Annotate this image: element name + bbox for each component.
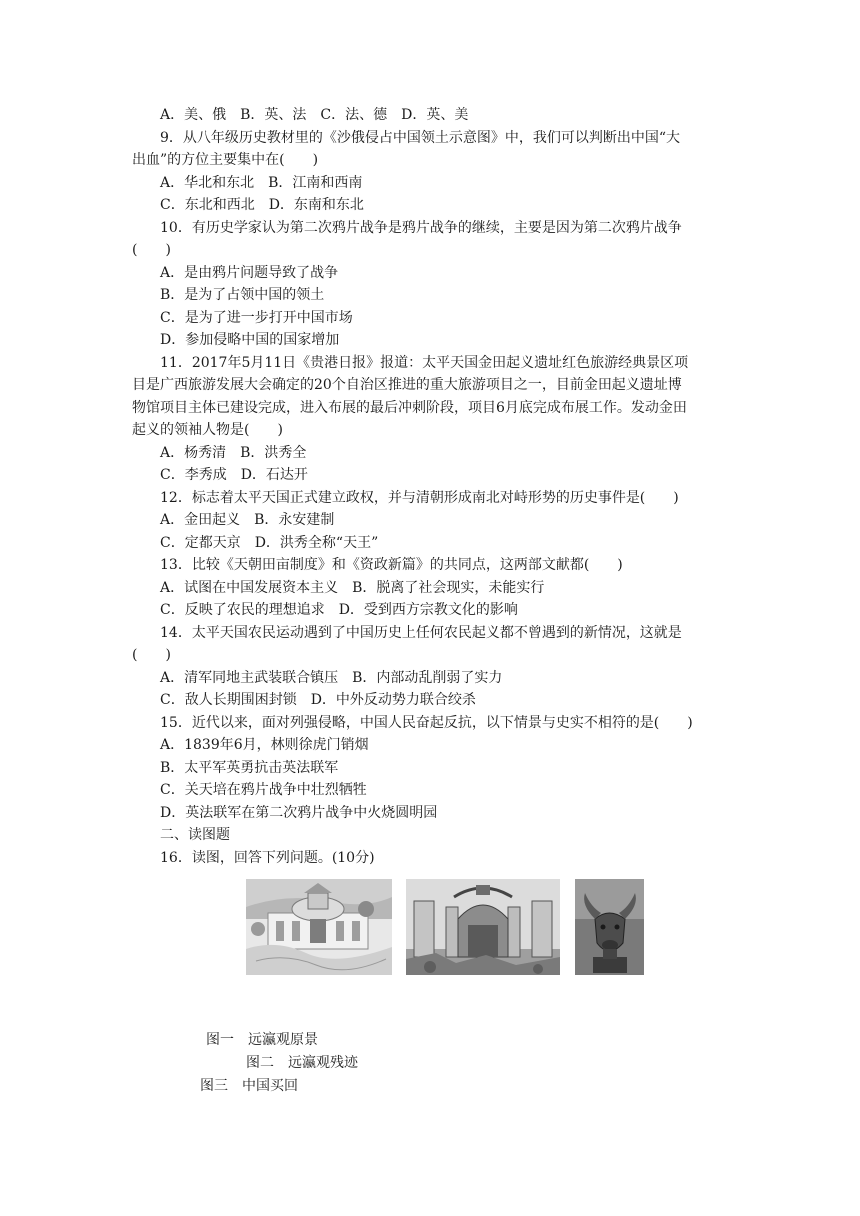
q9-options-cd: C．东北和西北 D．东南和东北 [160,197,364,213]
q14-options-cd: C．敌人长期围困封锁 D．中外反动势力联合绞杀 [160,692,476,708]
q12-stem: 12．标志着太平天国正式建立政权，并与清朝形成南北对峙形势的历史事件是( ) [160,490,679,506]
q10-option-c: C．是为了进一步打开中国市场 [160,310,353,326]
figure-3-image [575,879,644,975]
q12-options-cd: C．定都天京 D．洪秀全称“天王” [160,535,379,551]
q11-options-cd: C．李秀成 D．石达开 [160,467,308,483]
q10-option-b: B．是为了占领中国的领土 [160,287,325,303]
q11-stem-cont-1: 目是广西旅游发展大会确定的20个自治区推进的重大旅游项目之一，目前金田起义遗址博 [132,377,682,393]
q15-stem: 15．近代以来，面对列强侵略，中国人民奋起反抗，以下情景与史实不相符的是( ) [160,715,693,731]
q8-options: A．美、俄 B．英、法 C．法、德 D．英、美 [160,107,469,123]
q15-option-c: C．关天培在鸦片战争中壮烈牺牲 [160,782,367,798]
q16-stem: 16．读图，回答下列问题。(10分) [160,850,375,866]
q9-stem: 9．从八年级历史教材里的《沙俄侵占中国领土示意图》中，我们可以判断出中国“大 [160,130,681,146]
q12-options-ab: A．金田起义 B．永安建制 [160,512,335,528]
q13-stem: 13．比较《天朝田亩制度》和《资政新篇》的共同点，这两部文献都( ) [160,557,623,573]
figure-2-image [406,879,560,975]
q14-stem: 14．太平天国农民运动遇到了中国历史上任何农民起义都不曾遇到的新情况，这就是 [160,625,682,641]
figure-1-image [246,879,392,975]
q9-stem-cont: 出血”的方位主要集中在( ) [132,152,319,168]
q10-stem: 10．有历史学家认为第二次鸦片战争是鸦片战争的继续，主要是因为第二次鸦片战争 [160,220,682,236]
figure-3-caption: 图三 中国买回 [200,1078,298,1094]
q11-options-ab: A．杨秀清 B．洪秀全 [160,445,307,461]
q13-options-ab: A．试图在中国发展资本主义 B．脱离了社会现实，未能实行 [160,580,545,596]
q11-stem-cont-3: 起义的领袖人物是( ) [132,422,283,438]
q15-option-a: A．1839年6月，林则徐虎门销烟 [160,737,369,753]
q9-options-ab: A．华北和东北 B．江南和西南 [160,175,363,191]
figure-1-caption: 图一 远瀛观原景 [206,1032,318,1048]
figure-row [0,879,860,979]
q15-option-d: D．英法联军在第二次鸦片战争中火烧圆明园 [160,805,438,821]
q10-option-a: A．是由鸦片问题导致了战争 [160,265,339,281]
q11-stem: 11．2017年5月11日《贵港日报》报道：太平天国金田起义遗址红色旅游经典景区项 [160,355,689,371]
q14-stem-cont: ( ) [132,647,171,663]
section-heading: 二、读图题 [160,827,230,843]
q15-option-b: B．太平军英勇抗击英法联军 [160,760,339,776]
q10-option-d: D．参加侵略中国的国家增加 [160,332,340,348]
q10-stem-cont: ( ) [132,242,171,258]
q13-options-cd: C．反映了农民的理想追求 D．受到西方宗教文化的影响 [160,602,518,618]
q14-options-ab: A．清军同地主武装联合镇压 B．内部动乱削弱了实力 [160,670,503,686]
figure-2-caption: 图二 远瀛观残迹 [246,1055,358,1071]
q11-stem-cont-2: 物馆项目主体已建设完成，进入布展的最后冲刺阶段，项目6月底完成布展工作。发动金田 [132,400,687,416]
